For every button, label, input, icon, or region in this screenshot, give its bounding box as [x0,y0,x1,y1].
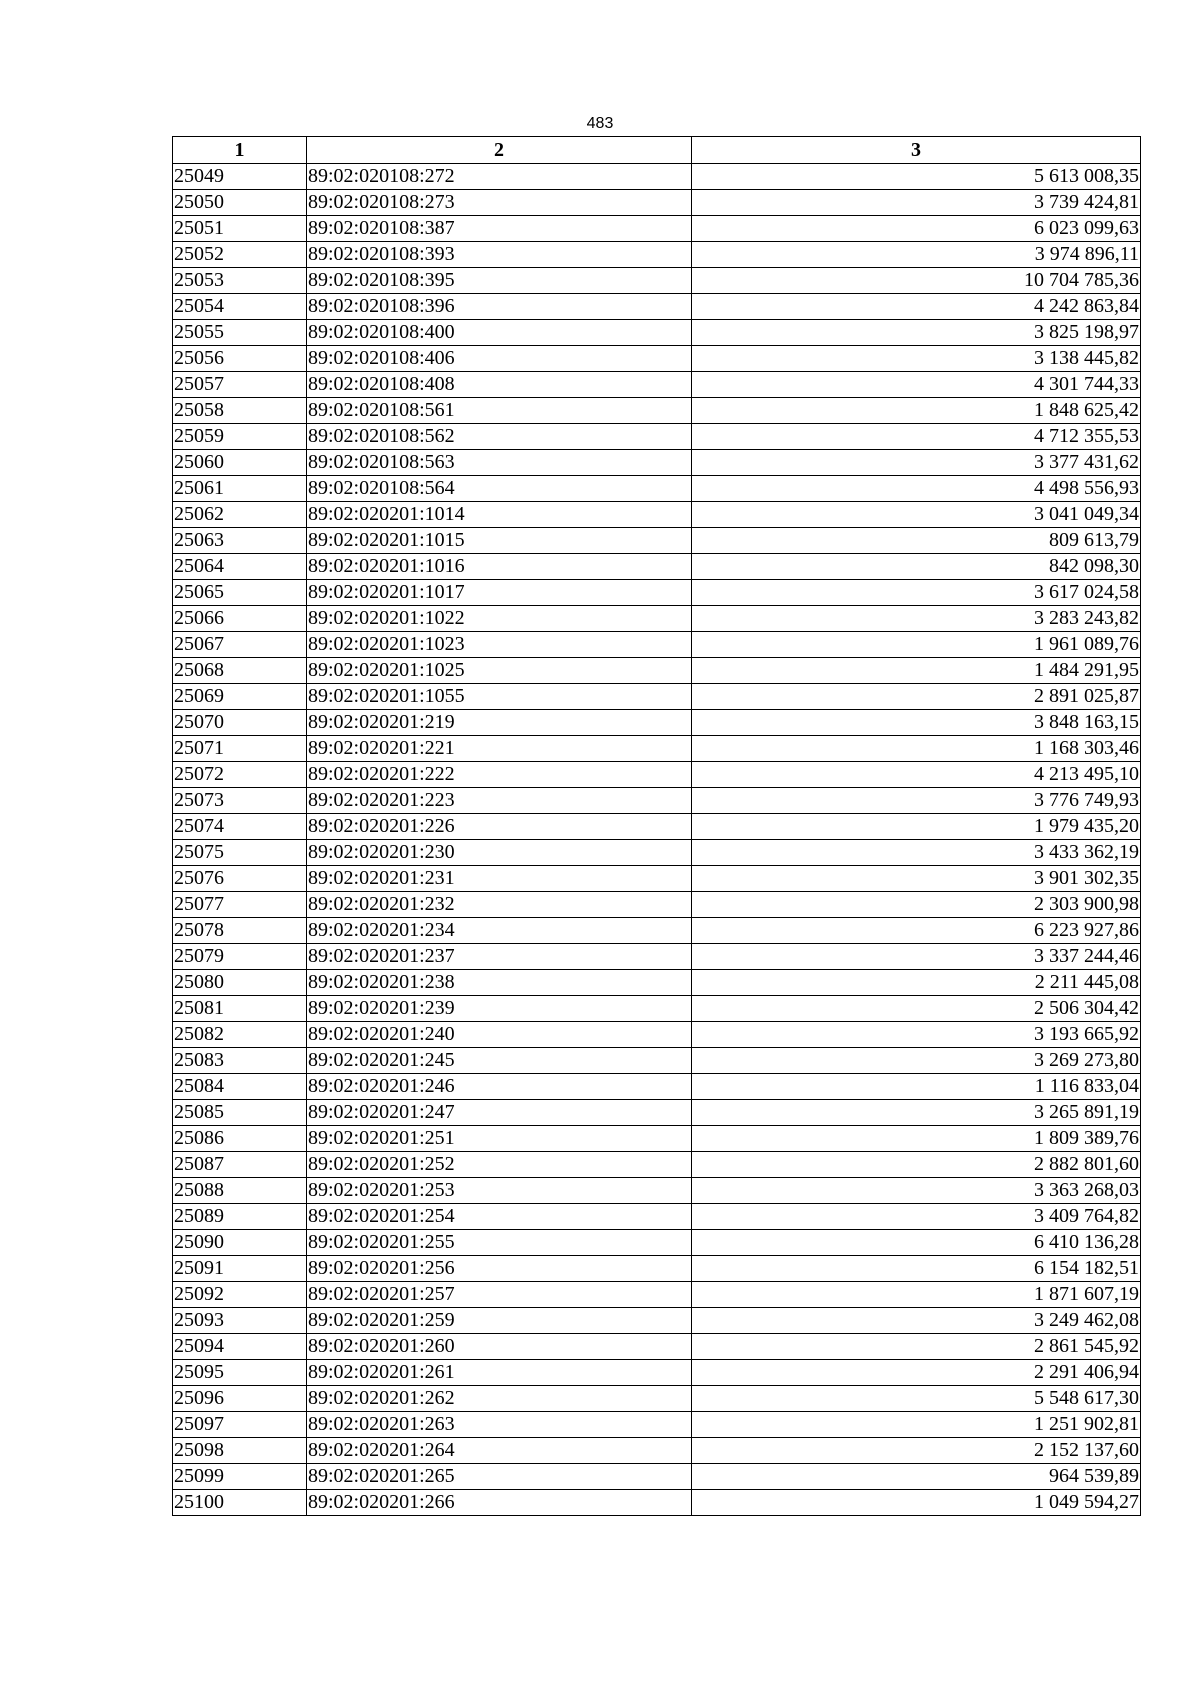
table-row [173,1282,1141,1308]
table-row [173,866,1141,892]
header-col-3: 3 [692,137,1141,164]
table-row [173,970,1141,996]
cadastral-number-cell: 89:02:020108:387 [307,216,692,242]
page-number: 483 [586,115,614,132]
row-number-cell: 25058 [173,398,307,424]
cadastral-number-cell: 89:02:020201:256 [307,1256,692,1282]
table-row [173,1308,1141,1334]
cadastral-value-cell: 3 617 024,58 [692,580,1141,606]
row-number-cell: 25082 [173,1022,307,1048]
cadastral-value-cell: 3 138 445,82 [692,346,1141,372]
table-row [173,528,1141,554]
table-row [173,736,1141,762]
table-row [173,242,1141,268]
cadastral-value-cell: 2 882 801,60 [692,1152,1141,1178]
cadastral-number-cell: 89:02:020201:226 [307,814,692,840]
row-number-cell: 25095 [173,1360,307,1386]
cadastral-number-cell: 89:02:020201:254 [307,1204,692,1230]
row-number-cell: 25077 [173,892,307,918]
row-number-cell: 25052 [173,242,307,268]
row-number-cell: 25055 [173,320,307,346]
table-row [173,320,1141,346]
cadastral-value-cell: 4 712 355,53 [692,424,1141,450]
row-number-cell: 25071 [173,736,307,762]
table-row [173,398,1141,424]
cadastral-number-cell: 89:02:020108:400 [307,320,692,346]
row-number-cell: 25061 [173,476,307,502]
cadastral-value-cell: 1 049 594,27 [692,1490,1141,1516]
row-number-cell: 25096 [173,1386,307,1412]
cadastral-value-cell: 4 213 495,10 [692,762,1141,788]
table-row [173,1152,1141,1178]
table-row [173,892,1141,918]
cadastral-number-cell: 89:02:020201:230 [307,840,692,866]
table-row [173,450,1141,476]
cadastral-number-cell: 89:02:020201:1015 [307,528,692,554]
cadastral-value-cell: 5 613 008,35 [692,164,1141,190]
cadastral-number-cell: 89:02:020201:238 [307,970,692,996]
cadastral-value-table [172,136,1141,1516]
row-number-cell: 25099 [173,1464,307,1490]
cadastral-number-cell: 89:02:020201:261 [307,1360,692,1386]
cadastral-value-cell: 3 848 163,15 [692,710,1141,736]
cadastral-number-cell: 89:02:020108:393 [307,242,692,268]
cadastral-number-cell: 89:02:020201:1025 [307,658,692,684]
cadastral-value-cell: 3 269 273,80 [692,1048,1141,1074]
cadastral-number-cell: 89:02:020201:1055 [307,684,692,710]
cadastral-number-cell: 89:02:020201:252 [307,1152,692,1178]
table-row [173,216,1141,242]
cadastral-number-cell: 89:02:020201:232 [307,892,692,918]
row-number-cell: 25073 [173,788,307,814]
table-row [173,684,1141,710]
row-number-cell: 25085 [173,1100,307,1126]
table-row [173,1022,1141,1048]
cadastral-value-cell: 2 891 025,87 [692,684,1141,710]
row-number-cell: 25075 [173,840,307,866]
cadastral-value-cell: 2 506 304,42 [692,996,1141,1022]
cadastral-number-cell: 89:02:020201:1014 [307,502,692,528]
cadastral-number-cell: 89:02:020201:1023 [307,632,692,658]
table-row [173,710,1141,736]
cadastral-number-cell: 89:02:020108:395 [307,268,692,294]
row-number-cell: 25092 [173,1282,307,1308]
table-row [173,1256,1141,1282]
cadastral-value-cell: 3 776 749,93 [692,788,1141,814]
row-number-cell: 25093 [173,1308,307,1334]
cadastral-value-cell: 10 704 785,36 [692,268,1141,294]
table-row [173,1230,1141,1256]
table-row [173,372,1141,398]
table-row [173,268,1141,294]
cadastral-number-cell: 89:02:020108:562 [307,424,692,450]
cadastral-number-cell: 89:02:020201:263 [307,1412,692,1438]
row-number-cell: 25060 [173,450,307,476]
cadastral-number-cell: 89:02:020201:219 [307,710,692,736]
row-number-cell: 25072 [173,762,307,788]
cadastral-value-cell: 3 739 424,81 [692,190,1141,216]
cadastral-value-cell: 2 291 406,94 [692,1360,1141,1386]
cadastral-number-cell: 89:02:020108:272 [307,164,692,190]
cadastral-number-cell: 89:02:020201:266 [307,1490,692,1516]
cadastral-number-cell: 89:02:020108:563 [307,450,692,476]
header-col-1: 1 [173,137,307,164]
table-row [173,1438,1141,1464]
cadastral-value-cell: 6 023 099,63 [692,216,1141,242]
row-number-cell: 25057 [173,372,307,398]
cadastral-value-cell: 1 168 303,46 [692,736,1141,762]
row-number-cell: 25081 [173,996,307,1022]
cadastral-number-cell: 89:02:020201:221 [307,736,692,762]
cadastral-value-cell: 3 433 362,19 [692,840,1141,866]
table-row [173,840,1141,866]
table-row [173,580,1141,606]
cadastral-number-cell: 89:02:020201:231 [307,866,692,892]
cadastral-value-cell: 3 409 764,82 [692,1204,1141,1230]
cadastral-value-cell: 5 548 617,30 [692,1386,1141,1412]
cadastral-value-cell: 3 377 431,62 [692,450,1141,476]
table-row [173,1386,1141,1412]
row-number-cell: 25066 [173,606,307,632]
table-row [173,1412,1141,1438]
cadastral-number-cell: 89:02:020108:406 [307,346,692,372]
row-number-cell: 25100 [173,1490,307,1516]
table-row [173,944,1141,970]
cadastral-number-cell: 89:02:020201:234 [307,918,692,944]
cadastral-number-cell: 89:02:020201:265 [307,1464,692,1490]
row-number-cell: 25079 [173,944,307,970]
row-number-cell: 25088 [173,1178,307,1204]
cadastral-number-cell: 89:02:020201:247 [307,1100,692,1126]
cadastral-value-cell: 3 901 302,35 [692,866,1141,892]
row-number-cell: 25054 [173,294,307,320]
table-row [173,1074,1141,1100]
table-row [173,996,1141,1022]
row-number-cell: 25056 [173,346,307,372]
cadastral-value-cell: 1 484 291,95 [692,658,1141,684]
cadastral-value-cell: 2 211 445,08 [692,970,1141,996]
cadastral-number-cell: 89:02:020201:255 [307,1230,692,1256]
row-number-cell: 25090 [173,1230,307,1256]
cadastral-value-cell: 4 498 556,93 [692,476,1141,502]
cadastral-value-cell: 1 848 625,42 [692,398,1141,424]
table-row [173,918,1141,944]
cadastral-value-cell: 2 152 137,60 [692,1438,1141,1464]
row-number-cell: 25083 [173,1048,307,1074]
cadastral-value-cell: 1 251 902,81 [692,1412,1141,1438]
table-body [173,164,1141,1516]
cadastral-value-cell: 3 193 665,92 [692,1022,1141,1048]
row-number-cell: 25094 [173,1334,307,1360]
table-row [173,346,1141,372]
cadastral-number-cell: 89:02:020201:257 [307,1282,692,1308]
cadastral-value-cell: 3 825 198,97 [692,320,1141,346]
row-number-cell: 25049 [173,164,307,190]
cadastral-value-cell: 3 041 049,34 [692,502,1141,528]
cadastral-value-cell: 3 265 891,19 [692,1100,1141,1126]
table-row [173,424,1141,450]
row-number-cell: 25080 [173,970,307,996]
table-row [173,1334,1141,1360]
cadastral-number-cell: 89:02:020201:1016 [307,554,692,580]
cadastral-number-cell: 89:02:020108:396 [307,294,692,320]
header-row [173,137,1141,164]
cadastral-number-cell: 89:02:020201:240 [307,1022,692,1048]
table-row [173,476,1141,502]
cadastral-number-cell: 89:02:020201:245 [307,1048,692,1074]
cadastral-value-cell: 6 223 927,86 [692,918,1141,944]
cadastral-number-cell: 89:02:020201:223 [307,788,692,814]
row-number-cell: 25063 [173,528,307,554]
cadastral-value-cell: 3 974 896,11 [692,242,1141,268]
row-number-cell: 25074 [173,814,307,840]
row-number-cell: 25062 [173,502,307,528]
table-row [173,814,1141,840]
row-number-cell: 25053 [173,268,307,294]
cadastral-number-cell: 89:02:020108:273 [307,190,692,216]
row-number-cell: 25050 [173,190,307,216]
table-row [173,502,1141,528]
table-row [173,1100,1141,1126]
table-row [173,632,1141,658]
row-number-cell: 25069 [173,684,307,710]
row-number-cell: 25068 [173,658,307,684]
cadastral-value-cell: 3 363 268,03 [692,1178,1141,1204]
cadastral-value-cell: 3 249 462,08 [692,1308,1141,1334]
cadastral-value-cell: 842 098,30 [692,554,1141,580]
cadastral-number-cell: 89:02:020108:564 [307,476,692,502]
cadastral-value-cell: 2 861 545,92 [692,1334,1141,1360]
cadastral-value-cell: 1 116 833,04 [692,1074,1141,1100]
row-number-cell: 25067 [173,632,307,658]
row-number-cell: 25051 [173,216,307,242]
table-row [173,294,1141,320]
table-row [173,762,1141,788]
table-row [173,164,1141,190]
cadastral-value-cell: 1 809 389,76 [692,1126,1141,1152]
cadastral-number-cell: 89:02:020201:1017 [307,580,692,606]
cadastral-value-cell: 2 303 900,98 [692,892,1141,918]
row-number-cell: 25078 [173,918,307,944]
table-row [173,1464,1141,1490]
row-number-cell: 25097 [173,1412,307,1438]
header-col-2: 2 [307,137,692,164]
cadastral-value-cell: 3 337 244,46 [692,944,1141,970]
row-number-cell: 25064 [173,554,307,580]
cadastral-number-cell: 89:02:020201:1022 [307,606,692,632]
cadastral-number-cell: 89:02:020108:408 [307,372,692,398]
cadastral-number-cell: 89:02:020201:246 [307,1074,692,1100]
row-number-cell: 25089 [173,1204,307,1230]
cadastral-value-cell: 1 871 607,19 [692,1282,1141,1308]
cadastral-value-cell: 964 539,89 [692,1464,1141,1490]
table-row [173,1360,1141,1386]
table-row [173,554,1141,580]
cadastral-number-cell: 89:02:020201:262 [307,1386,692,1412]
cadastral-value-cell: 3 283 243,82 [692,606,1141,632]
row-number-cell: 25098 [173,1438,307,1464]
table-row [173,1204,1141,1230]
cadastral-value-cell: 6 154 182,51 [692,1256,1141,1282]
table-header [173,137,1141,164]
cadastral-number-cell: 89:02:020201:260 [307,1334,692,1360]
cadastral-value-cell: 4 301 744,33 [692,372,1141,398]
cadastral-number-cell: 89:02:020201:239 [307,996,692,1022]
row-number-cell: 25086 [173,1126,307,1152]
cadastral-number-cell: 89:02:020201:222 [307,762,692,788]
table-row [173,1126,1141,1152]
row-number-cell: 25070 [173,710,307,736]
cadastral-number-cell: 89:02:020201:253 [307,1178,692,1204]
table-row [173,190,1141,216]
row-number-cell: 25076 [173,866,307,892]
cadastral-value-cell: 6 410 136,28 [692,1230,1141,1256]
cadastral-value-cell: 809 613,79 [692,528,1141,554]
cadastral-number-cell: 89:02:020108:561 [307,398,692,424]
table-row [173,606,1141,632]
cadastral-value-cell: 4 242 863,84 [692,294,1141,320]
row-number-cell: 25084 [173,1074,307,1100]
cadastral-number-cell: 89:02:020201:251 [307,1126,692,1152]
table-row [173,1178,1141,1204]
table-row [173,788,1141,814]
row-number-cell: 25065 [173,580,307,606]
cadastral-value-cell: 1 961 089,76 [692,632,1141,658]
cadastral-value-cell: 1 979 435,20 [692,814,1141,840]
table-row [173,658,1141,684]
table-row [173,1490,1141,1516]
row-number-cell: 25059 [173,424,307,450]
row-number-cell: 25087 [173,1152,307,1178]
cadastral-number-cell: 89:02:020201:264 [307,1438,692,1464]
cadastral-number-cell: 89:02:020201:259 [307,1308,692,1334]
row-number-cell: 25091 [173,1256,307,1282]
cadastral-number-cell: 89:02:020201:237 [307,944,692,970]
table-row [173,1048,1141,1074]
